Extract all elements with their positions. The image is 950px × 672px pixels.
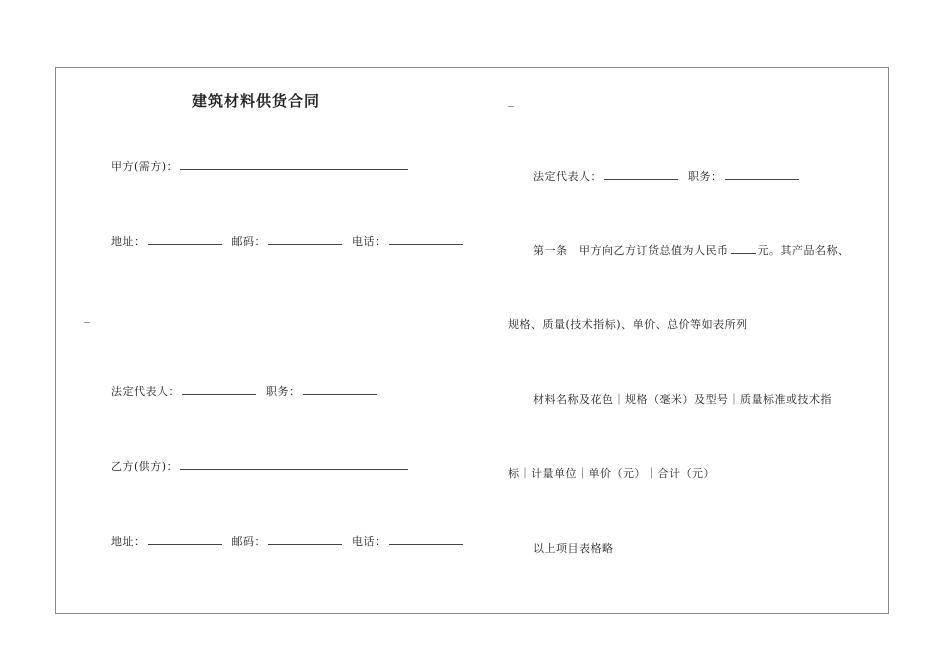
phone-blank[interactable]: [389, 534, 463, 545]
total-amount-blank[interactable]: [731, 243, 756, 254]
postcode-blank[interactable]: [268, 534, 342, 545]
document-page-frame: [55, 67, 889, 614]
contract-title: 建筑材料供货合同: [192, 92, 321, 110]
party-a-line: [111, 159, 410, 174]
postcode-blank[interactable]: [268, 234, 342, 245]
party-b-line: [111, 459, 410, 474]
postcode-label: 邮码：: [231, 235, 266, 248]
party-b-label: 乙方(供方)：: [111, 460, 179, 473]
table-header-line-1: 材料名称及花色｜规格（毫米）及型号｜质量标准或技术指: [533, 393, 832, 406]
clause-1-text: 第一条 甲方向乙方订货总值为人民币: [533, 244, 729, 257]
address-label: 地址：: [111, 235, 146, 248]
clause-1-line-1: [533, 243, 850, 258]
rep-blank[interactable]: [182, 384, 256, 395]
address-label: 地址：: [111, 535, 146, 548]
address-blank[interactable]: [148, 534, 222, 545]
position-blank[interactable]: [303, 384, 377, 395]
position-blank[interactable]: [725, 169, 799, 180]
phone-label: 电话：: [352, 535, 387, 548]
postcode-label: 邮码：: [231, 535, 266, 548]
phone-blank[interactable]: [389, 234, 463, 245]
party-a-rep-line: [111, 384, 379, 399]
stray-mark: [508, 106, 514, 107]
table-note: 以上项目表格略: [533, 542, 614, 555]
clause-1-text-cont: 元。其产品名称、: [757, 244, 850, 257]
rep-label: 法定代表人：: [533, 170, 602, 183]
rep-blank[interactable]: [604, 169, 678, 180]
clause-1-line-2: 规格、质量(技术指标)、单价、总价等如表所列: [508, 318, 748, 331]
position-label: 职务：: [688, 170, 723, 183]
table-header-line-2: 标｜计量单位｜单价（元）｜合计（元）: [508, 467, 715, 480]
phone-label: 电话：: [352, 235, 387, 248]
party-a-contact-line: [111, 234, 465, 249]
party-a-blank[interactable]: [180, 159, 408, 170]
stray-mark: [84, 322, 90, 323]
party-b-blank[interactable]: [180, 459, 408, 470]
party-b-contact-line: [111, 534, 465, 549]
address-blank[interactable]: [148, 234, 222, 245]
position-label: 职务：: [266, 385, 301, 398]
rep-label: 法定代表人：: [111, 385, 180, 398]
party-b-rep-line: [533, 169, 801, 184]
party-a-label: 甲方(需方)：: [111, 160, 179, 173]
